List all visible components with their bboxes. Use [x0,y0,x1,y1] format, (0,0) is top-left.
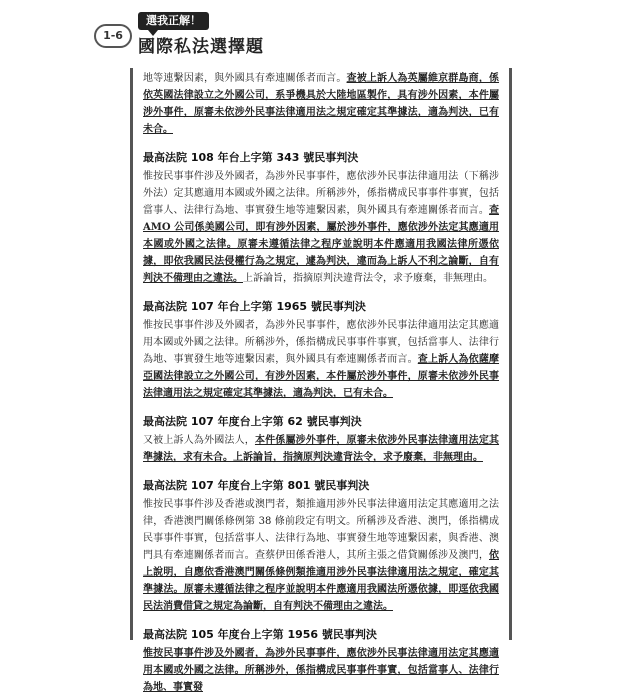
intro-paragraph [143,70,499,138]
case-underlined-text: 依上說明，自應依香港澳門關係條例類推適用涉外民事法律適用法之規定，確定其準據法。原審未遵循法律之程序並說明本件應適用我國法所憑依據，即逕依我國民法消費借貸之規定為論斷，自有判決不備理由之違法。 [143,550,499,612]
case-title: 最高法院 105 年度台上字第 1956 號民事判決 [143,628,377,641]
case-block [143,297,499,402]
case-text: 惟按民事事件涉及香港或澳門者，類推適用涉外民事法律適用法定其應適用之法律，香港澳門關係條例第 38 條前段定有明文。所稱涉及香港、澳門，係指構成民事事件事實，包括當事人、法律行為地、事實發生地等連繫因素，與香港、澳門具有牽連關係者而言。查蔡伊田係香港人，其所主張之借貸關係涉及澳門， [143,499,499,561]
case-block [143,476,499,615]
case-block [143,412,499,466]
case-text: 又被上訴人為外國法人， [143,435,255,446]
case-body [143,496,499,615]
case-body [143,168,499,287]
case-body [143,645,499,696]
case-title: 最高法院 108 年台上字第 343 號民事判決 [143,151,359,164]
case-text: 惟按民事事件涉及外國者，為涉外民事事件，應依涉外民事法律適用法（下稱涉外法）定其應適用本國或外國之法律。所稱涉外，係指構成民事事件事實，包括當事人、法律行為地、事實發生地等連繫因素，與外國具有牽連關係者而言。 [143,171,499,216]
case-block [143,148,499,287]
case-underlined-text: 查上訴人為依薩摩亞國法律設立之外國公司，有涉外因素，本件屬於涉外事件，原審未依涉外民事法律適用法之規定確定其準據法，適為判決，已有未合。 [143,354,500,399]
section-badge: 選我正解！ [138,12,209,30]
case-underlined-text: 惟按民事事件涉及外國者，為涉外民事事件，應依涉外民事法律適用法定其應適用本國或外國之法律。所稱涉外，係指構成民事事件事實，包括當事人、法律行為地、事實發 [143,648,499,693]
case-block [143,625,499,696]
case-text: 惟按民事事件涉及外國者，為涉外民事事件，應依涉外民事法律適用法定其應適用本國或外國之法律。所稱涉外，係指構成民事事件事實，包括當事人、法律行為地、事實發生地等連繫因素，與外國具有牽連關係者而言。 [143,320,499,365]
text-frame [130,68,512,693]
intro-text: 地等連繫因素，與外國具有牽連關係者而言。 [143,73,347,84]
case-underlined-text: 查 AMO 公司係美國公司，即有涉外因素，屬於涉外事件，應依涉外法定其應適用本國或外國之法律。原審未遵循法律之程序並說明本件應適用我國法律所憑依據，即依我國民法侵權行為之規定，遽為判決，違而為上訴人不利之論斷，自有判決不備理由之違法。 [143,205,499,284]
case-body [143,432,499,466]
case-title: 最高法院 107 年度台上字第 62 號民事判決 [143,415,362,428]
page-header [0,0,640,70]
case-text: 上訴論旨，指摘原判決違背法令，求予廢棄，非無理由。 [243,273,493,284]
case-title: 最高法院 107 年台上字第 1965 號民事判決 [143,300,366,313]
case-title: 最高法院 107 年度台上字第 801 號民事判決 [143,479,370,492]
case-body [143,317,499,402]
page-number: 1-6 [94,24,132,48]
intro-underlined-text: 查被上訴人為英屬維京群島商，係依英國法律設立之外國公司，系爭機具於大陸地區製作，具有涉外因素，本件屬涉外事件，原審未依涉外民事法律適用法之規定確定其準據法，適為判決，已有未合。 [143,73,500,135]
case-underlined-text: 本件係屬涉外事件，原審未依涉外民事法律適用法定其準據法，求有未合。上訴論旨，指摘原判決違背法令，求予廢棄，非無理由。 [143,435,500,463]
chapter-title: 國際私法選擇題 [138,37,264,57]
